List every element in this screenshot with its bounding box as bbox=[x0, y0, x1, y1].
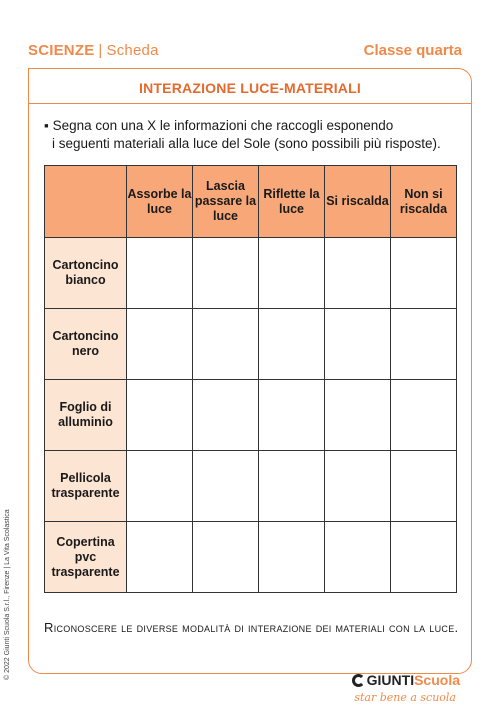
answer-cell[interactable] bbox=[391, 309, 457, 380]
answer-cell[interactable] bbox=[127, 238, 193, 309]
column-header: Assorbe la luce bbox=[127, 166, 193, 238]
logo-brand-accent: Scuola bbox=[414, 672, 460, 688]
title-divider bbox=[28, 103, 472, 104]
column-header: Lascia passare la luce bbox=[193, 166, 259, 238]
observation-table bbox=[44, 165, 457, 593]
answer-cell[interactable] bbox=[391, 380, 457, 451]
logo-tagline: star bene a scuola bbox=[354, 691, 456, 704]
answer-cell[interactable] bbox=[325, 238, 391, 309]
answer-cell[interactable] bbox=[325, 380, 391, 451]
table-row bbox=[45, 309, 457, 380]
sheet-type: Scheda bbox=[106, 42, 159, 59]
logo-brand: GIUNTI bbox=[366, 672, 415, 688]
table-corner-cell bbox=[45, 166, 127, 238]
answer-cell[interactable] bbox=[193, 309, 259, 380]
answer-cell[interactable] bbox=[391, 451, 457, 522]
bullet-icon: ▪ bbox=[44, 118, 49, 133]
publisher-logo bbox=[340, 672, 460, 712]
row-header: Foglio di alluminio bbox=[45, 380, 127, 451]
instruction-line-2: i seguenti materiali alla luce del Sole (sono possibili più risposte). bbox=[52, 136, 441, 151]
instruction-line-1: Segna con una X le informazioni che raccogli esponendo bbox=[52, 118, 394, 133]
row-header: Cartoncino nero bbox=[45, 309, 127, 380]
grade-label: Classe quarta bbox=[363, 42, 462, 59]
answer-cell[interactable] bbox=[391, 238, 457, 309]
answer-cell[interactable] bbox=[127, 522, 193, 593]
row-header: Copertina pvc trasparente bbox=[45, 522, 127, 593]
instruction-text bbox=[44, 117, 464, 153]
row-header: Cartoncino bianco bbox=[45, 238, 127, 309]
column-header: Non si riscalda bbox=[391, 166, 457, 238]
table-row bbox=[45, 522, 457, 593]
table-row bbox=[45, 238, 457, 309]
table-row bbox=[45, 451, 457, 522]
answer-cell[interactable] bbox=[193, 451, 259, 522]
answer-cell[interactable] bbox=[325, 451, 391, 522]
answer-cell[interactable] bbox=[193, 380, 259, 451]
answer-cell[interactable] bbox=[127, 451, 193, 522]
learning-objective: Riconoscere le diverse modalità di interazione dei materiali con la luce. bbox=[44, 620, 459, 635]
worksheet-title: INTERAZIONE LUCE-MATERIALI bbox=[139, 80, 361, 96]
giunti-g-icon bbox=[352, 674, 365, 687]
answer-cell[interactable] bbox=[127, 380, 193, 451]
page-header bbox=[28, 42, 462, 64]
answer-cell[interactable] bbox=[391, 522, 457, 593]
column-header: Si riscalda bbox=[325, 166, 391, 238]
answer-cell[interactable] bbox=[259, 451, 325, 522]
table-header-row bbox=[45, 166, 457, 238]
answer-cell[interactable] bbox=[193, 238, 259, 309]
answer-cell[interactable] bbox=[127, 309, 193, 380]
answer-cell[interactable] bbox=[325, 522, 391, 593]
answer-cell[interactable] bbox=[259, 380, 325, 451]
row-header: Pellicola trasparente bbox=[45, 451, 127, 522]
header-separator: | bbox=[98, 42, 103, 59]
answer-cell[interactable] bbox=[259, 522, 325, 593]
column-header: Riflette la luce bbox=[259, 166, 325, 238]
answer-cell[interactable] bbox=[193, 522, 259, 593]
subject-label bbox=[28, 42, 159, 59]
copyright-notice bbox=[2, 300, 16, 680]
answer-cell[interactable] bbox=[259, 238, 325, 309]
logo-wordmark bbox=[352, 672, 460, 688]
copyright-text: © 2022 Giunti Scuola S.r.l., Firenze | La Vita Scolastica bbox=[4, 509, 11, 680]
answer-cell[interactable] bbox=[325, 309, 391, 380]
table-row bbox=[45, 380, 457, 451]
answer-cell[interactable] bbox=[259, 309, 325, 380]
subject-name: SCIENZE bbox=[28, 42, 95, 59]
